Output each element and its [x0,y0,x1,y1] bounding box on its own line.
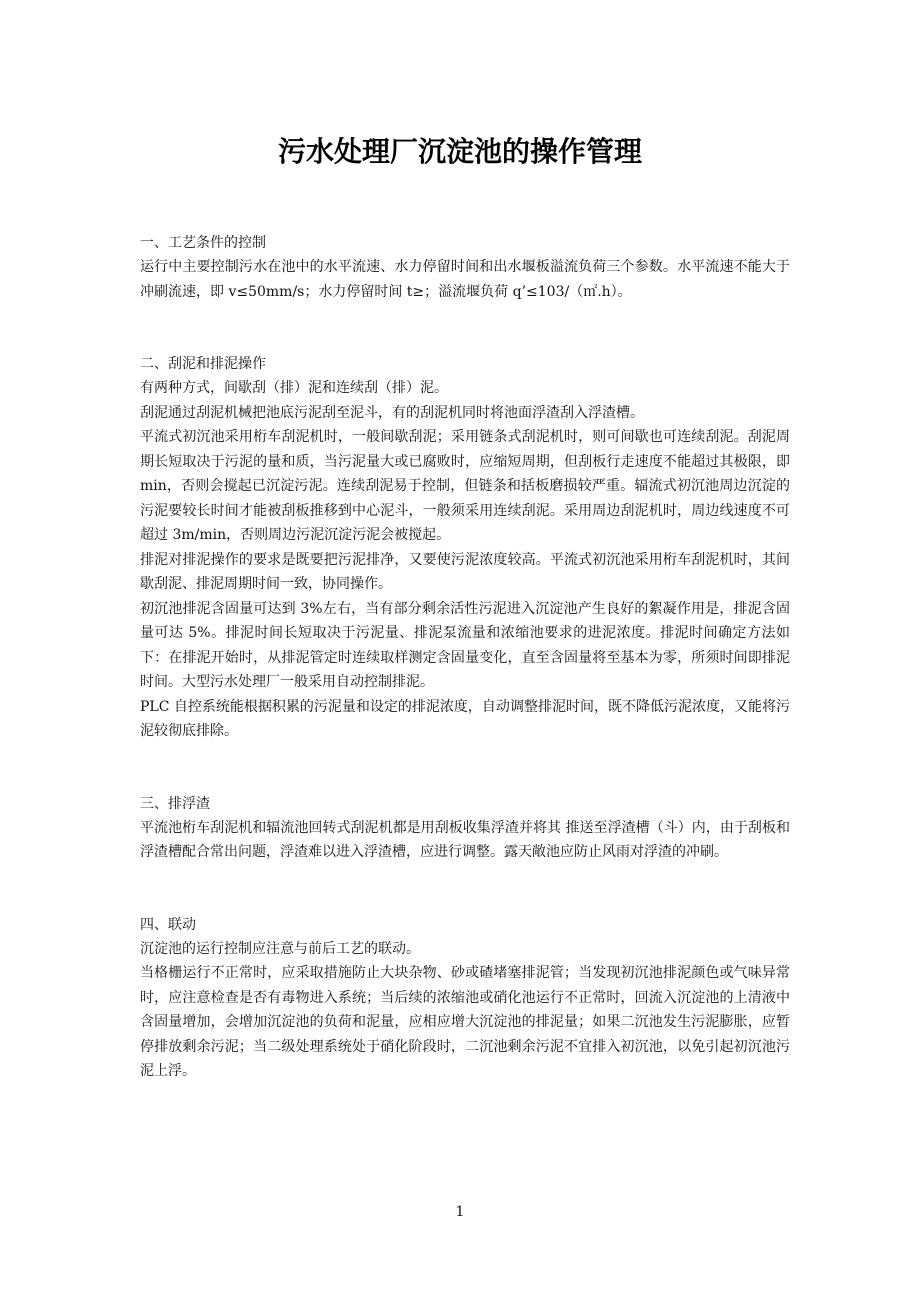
document-body [140,231,790,1084]
paragraph: 运行中主要控制污水在池中的水平流速、水力停留时间和出水堰板溢流负荷三个参数。水平流速不能大于冲刷流速，即 v≤50mm/s；水力停留时间 t≥；溢流堰负荷 q’≤103/（㎡.h）。 [140,259,790,300]
section-heading: 二、刮泥和排泥操作 [140,356,266,372]
paragraph: 当格栅运行不正常时，应采取措施防止大块杂物、砂或碴堵塞排泥管；当发现初沉池排泥颜色或气味异常时，应注意检查是否有毒物进入系统；当后续的浓缩池或硝化池运行不正常时，回流入沉淀池的上清液中含固量增加，会增加沉淀池的负荷和泥量，应相应增大沉淀池的排泥量；如果二沉池发生污泥膨胀，应暂停排放剩余污泥；当二级处理系统处于硝化阶段时，二沉池剩余污泥不宜排入初沉池，以免引起初沉池污泥上浮。 [140,965,790,1079]
paragraph: PLC 自控系统能根据积累的污泥量和设定的排泥浓度，自动调整排泥时间，既不降低污泥浓度，又能将污泥较彻底排除。 [140,698,790,739]
section-linkage [140,913,790,1084]
section-process-control [140,231,790,304]
paragraph: 刮泥通过刮泥机械把池底污泥刮至泥斗，有的刮泥机同时将池面浮渣刮入浮渣槽。 [140,404,644,421]
section-heading: 三、排浮渣 [140,795,210,812]
section-scum-removal [140,792,790,865]
section-heading: 一、工艺条件的控制 [140,235,266,251]
section-heading: 四、联动 [140,916,196,933]
paragraph: 排泥对排泥操作的要求是既要把污泥排净，又要使污泥浓度较高。平流式初沉池采用桁车刮泥机时，其间歇刮泥、排泥周期时间一致，协同操作。 [140,551,790,592]
paragraph: 平流池桁车刮泥机和辐流池回转式刮泥机都是用刮板收集浮渣并将其 推送至浮渣槽（斗）内，由于刮板和浮渣槽配合常出问题，浮渣难以进入浮渣槽，应进行调整。露天敞池应防止风雨对浮渣的冲刷。 [140,819,790,860]
paragraph: 初沉池排泥含固量可达到 3%左右，当有部分剩余活性污泥进入沉淀池产生良好的絮凝作用是，排泥含固量可达 5%。排泥时间长短取决于污泥量、排泥泵流量和浓缩池要求的进泥浓度。排泥时间确定方法如下：在排泥开始时，从排泥管定时连续取样测定含固量变化，直至含固量将至基本为零，所须时间即排泥时间。大型污水处理厂一般采用自动控制排泥。 [140,600,790,690]
section-sludge-scraping [140,352,790,744]
paragraph: 平流式初沉池采用桁车刮泥机时，一般间歇刮泥；采用链条式刮泥机时，则可间歇也可连续刮泥。刮泥周期长短取决于污泥的量和质，当污泥量大或已腐败时，应缩短周期，但刮板行走速度不能超过其极限，即 min，否则会搅起已沉淀污泥。连续刮泥易于控制，但链条和括板磨损较严重。辐流式初沉池周边沉淀的污泥要较长时间才能被刮板推移到中心泥斗，一般须采用连续刮泥。采用周边刮泥机时，周边线速度不可超过 3m/min，否则周边污泥沉淀污泥会被搅起。 [140,429,790,543]
paragraph: 有两种方式，间歇刮（排）泥和连续刮（排）泥。 [140,380,448,396]
page-number: 1 [455,1204,465,1220]
paragraph: 沉淀池的运行控制应注意与前后工艺的联动。 [140,940,420,957]
document-title: 污水处理厂沉淀池的操作管理 [277,135,642,168]
